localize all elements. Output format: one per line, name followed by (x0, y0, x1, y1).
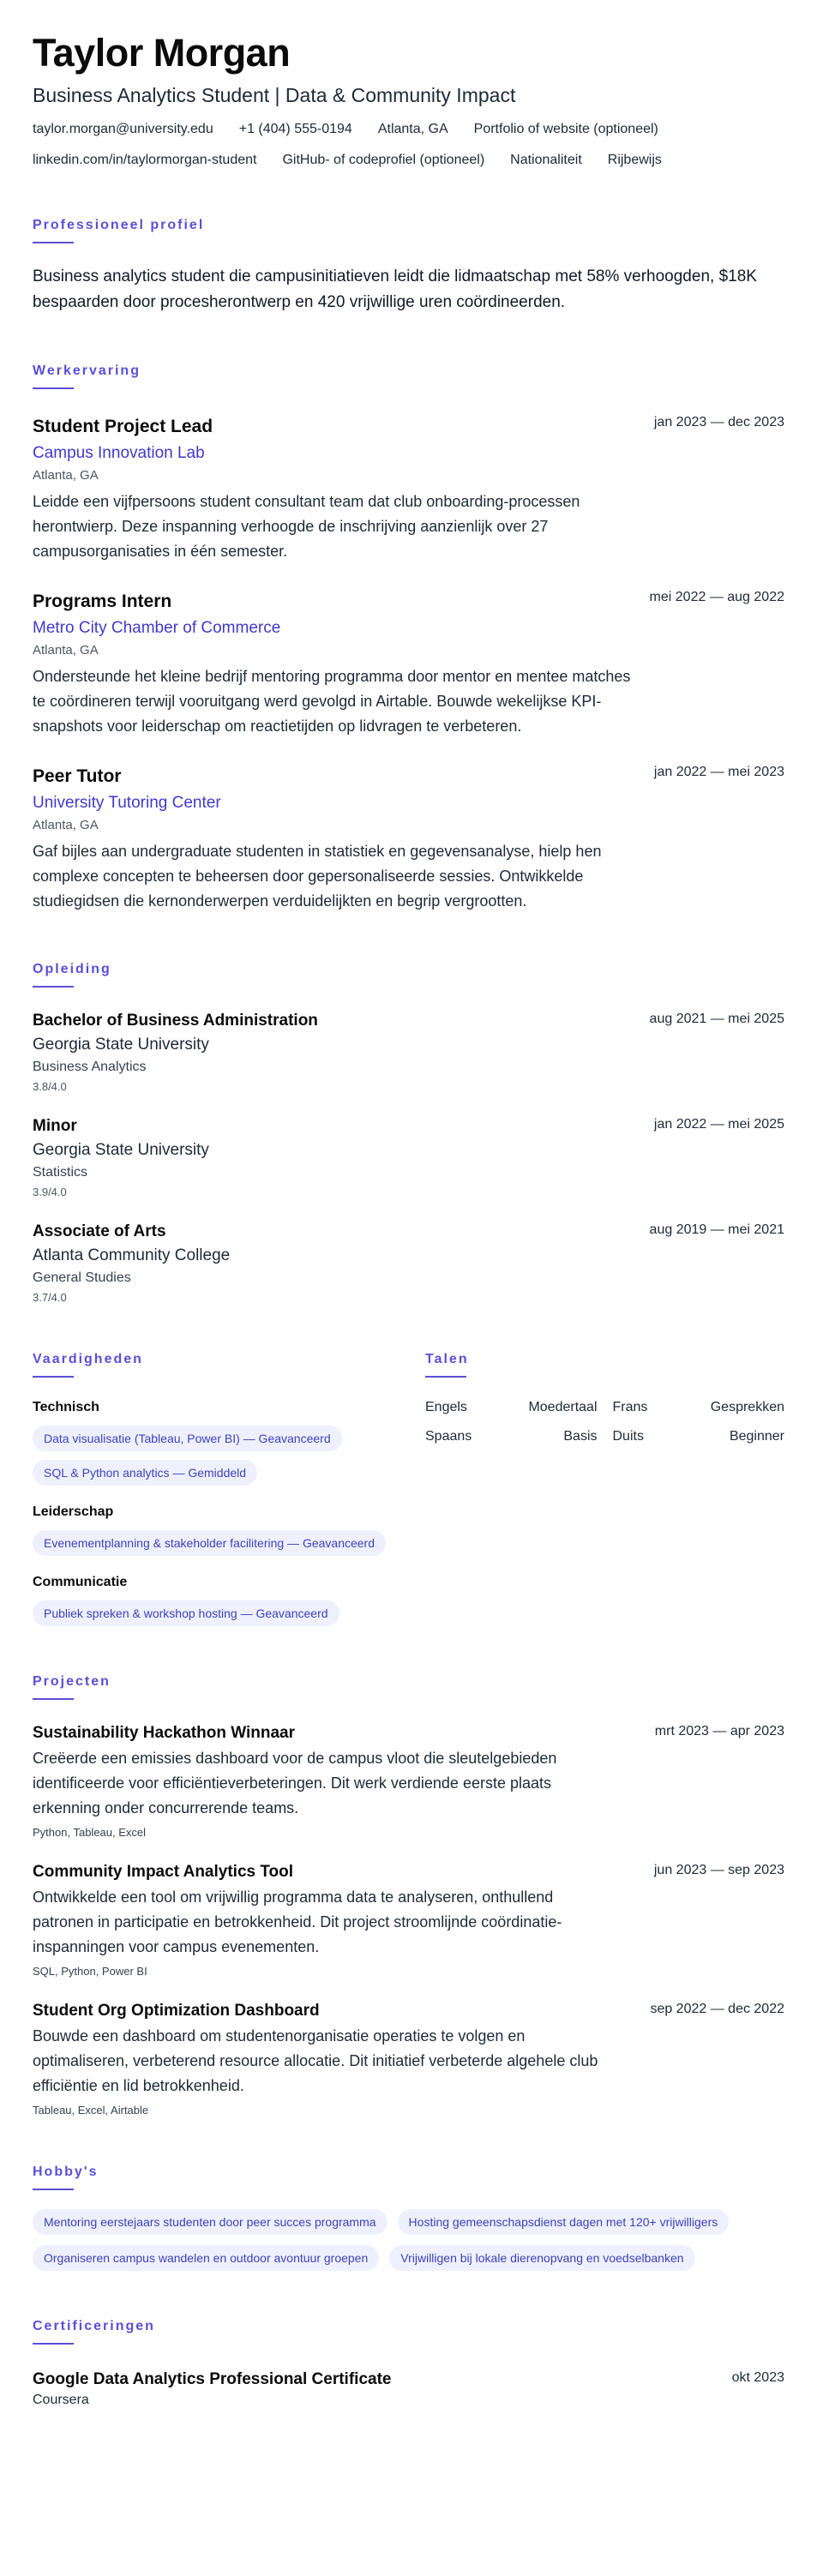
certifications-section (33, 2319, 784, 2408)
skill-group-name: Leiderschap (33, 1504, 114, 1519)
experience-location: Atlanta, GA (33, 818, 99, 832)
skill-group-communication (33, 1575, 393, 1626)
skill-group-technical (33, 1400, 393, 1486)
language-level: Gesprekken (710, 1400, 784, 1414)
hobby-tag: Vrijwilligen bij lokale dierenopvang en voedselbanken (389, 2245, 694, 2271)
experience-dates: jan 2022 — mei 2023 (653, 765, 784, 779)
education-school: Georgia State University (33, 1036, 209, 1054)
section-title: Werkervaring (33, 363, 141, 378)
language-item (613, 1429, 785, 1444)
contact-nationality: Nationaliteit (510, 153, 582, 167)
hobbies-section (33, 2165, 784, 2271)
skill-tag: Publiek spreken & workshop hosting — Geavanceerd (33, 1600, 339, 1626)
experience-role: Student Project Lead (33, 417, 213, 436)
contact-row-primary (33, 120, 784, 139)
language-level: Beginner (729, 1429, 784, 1444)
contact-email[interactable]: taylor.morgan@university.edu (33, 122, 213, 136)
skills-languages-row (33, 1352, 784, 1626)
experience-role: Peer Tutor (33, 766, 122, 786)
education-dates: aug 2021 — mei 2025 (649, 1012, 784, 1026)
skill-tags (33, 1600, 393, 1626)
education-school: Georgia State University (33, 1141, 209, 1159)
profile-summary: Business analytics student die campusinitiatieven leidt die lidmaatschap met 58% verhoogden, $18K bespaarden door procesherontwerp en 420 vrijwillige uren coördineerden. (33, 267, 757, 311)
education-item (33, 1222, 784, 1304)
hobby-tag: Hosting gemeenschapsdienst dagen met 120+ vrijwilligers (398, 2209, 730, 2235)
language-name: Spaans (425, 1429, 472, 1444)
project-item (33, 1863, 784, 1978)
education-school: Atlanta Community College (33, 1246, 231, 1264)
resume-header (33, 31, 784, 170)
projects-section (33, 1674, 784, 2117)
contact-phone[interactable]: +1 (404) 555-0194 (238, 122, 352, 136)
project-name: Sustainability Hackathon Winnaar (33, 1724, 296, 1742)
education-field: Statistics (33, 1165, 88, 1180)
section-title: Projecten (33, 1674, 111, 1689)
language-item (613, 1400, 785, 1415)
languages-section (425, 1352, 784, 1626)
experience-dates: jan 2023 — dec 2023 (653, 415, 784, 429)
candidate-headline: Business Analytics Student | Data & Community Impact (33, 84, 516, 106)
project-tech: SQL, Python, Power BI (33, 1965, 147, 1978)
education-item (33, 1117, 784, 1198)
skill-group-leadership (33, 1504, 393, 1556)
education-gpa: 3.8/4.0 (33, 1080, 67, 1093)
skill-tag: Data visualisatie (Tableau, Power BI) — Geavanceerd (33, 1426, 342, 1451)
section-title: Certificeringen (33, 2319, 155, 2333)
language-item (425, 1429, 598, 1444)
project-name: Student Org Optimization Dashboard (33, 2002, 320, 2020)
candidate-name: Taylor Morgan (33, 31, 291, 75)
skill-group-name: Technisch (33, 1400, 99, 1414)
section-divider (425, 1376, 466, 1378)
section-divider (33, 242, 74, 243)
section-title: Vaardigheden (33, 1352, 143, 1366)
section-divider (33, 1698, 74, 1700)
experience-item (33, 590, 784, 739)
section-title: Hobby's (33, 2165, 99, 2179)
section-divider (33, 1376, 74, 1378)
experience-description: Leidde een vijfpersoons student consultant team dat club onboarding-processen herontwierp. Deze inspanning verhoogde de inschrijving aanzienlijk over 27 campusorganisaties in één semester. (33, 493, 580, 560)
skills-section (33, 1352, 393, 1626)
contact-github[interactable]: GitHub- of codeprofiel (optioneel) (282, 153, 485, 167)
certification-item (33, 2370, 784, 2408)
skill-tag: Evenementplanning & stakeholder facilitering — Geavanceerd (33, 1530, 386, 1556)
language-name: Frans (612, 1400, 648, 1414)
project-description: Bouwde een dashboard om studentenorganisatie operaties te volgen en optimaliseren, verbeterend resource allocatie. Dit initiatief verbeterde algehele club efficiëntie en lid betrokkenheid. (33, 2027, 598, 2094)
section-title: Professioneel profiel (33, 218, 205, 232)
experience-role: Programs Intern (33, 591, 172, 611)
skill-tags (33, 1426, 393, 1486)
project-tech: Tableau, Excel, Airtable (33, 2104, 149, 2117)
language-name: Engels (425, 1400, 467, 1414)
education-item (33, 1012, 784, 1093)
contact-drivers-license: Rijbewijs (607, 153, 662, 167)
education-gpa: 3.9/4.0 (33, 1186, 67, 1198)
education-dates: aug 2019 — mei 2021 (649, 1222, 784, 1237)
experience-location: Atlanta, GA (33, 643, 99, 658)
experience-location: Atlanta, GA (33, 468, 99, 483)
section-divider (33, 2343, 74, 2345)
certification-issuer: Coursera (33, 2393, 89, 2407)
contact-row-secondary (33, 151, 784, 170)
skill-tags (33, 1530, 393, 1556)
project-item (33, 2002, 784, 2117)
education-dates: jan 2022 — mei 2025 (653, 1117, 784, 1132)
section-divider (33, 387, 74, 389)
project-dates: sep 2022 — dec 2022 (650, 2002, 784, 2016)
experience-item (33, 765, 784, 914)
hobby-tag: Mentoring eerstejaars studenten door peer succes programma (33, 2209, 387, 2235)
skill-group-name: Communicatie (33, 1575, 128, 1589)
certification-name: Google Data Analytics Professional Certificate (33, 2370, 392, 2388)
education-degree: Associate of Arts (33, 1222, 166, 1240)
experience-description: Ondersteunde het kleine bedrijf mentoring programma door mentor en mentee matches te coördineren terwijl vooruitgang werd gevolgd in Airtable. Bouwde wekelijkse KPI-snapshots voor leiderschap om reactietijden op lidvragen te verbeteren. (33, 668, 631, 735)
project-tech: Python, Tableau, Excel (33, 1826, 147, 1839)
language-level: Basis (563, 1429, 598, 1444)
education-section (33, 962, 784, 1304)
contact-location: Atlanta, GA (377, 122, 448, 136)
language-level: Moedertaal (528, 1400, 598, 1414)
education-field: Business Analytics (33, 1060, 147, 1074)
project-description: Creëerde een emissies dashboard voor de campus vloot die sleutelgebieden identificeerde voor efficiëntieverbeteringen. Dit werk verdiende eerste plaats erkenning onder concurrerende teams. (33, 1750, 557, 1816)
experience-dates: mei 2022 — aug 2022 (649, 590, 784, 604)
project-dates: mrt 2023 — apr 2023 (654, 1724, 784, 1738)
hobby-tags (33, 2209, 784, 2271)
skill-tag: SQL & Python analytics — Gemiddeld (33, 1460, 257, 1486)
experience-org: Metro City Chamber of Commerce (33, 619, 281, 637)
profile-section (33, 218, 784, 315)
project-item (33, 1724, 784, 1839)
section-title: Opleiding (33, 962, 111, 976)
education-degree: Minor (33, 1117, 77, 1135)
experience-section (33, 363, 784, 914)
hobby-tag: Organiseren campus wandelen en outdoor avontuur groepen (33, 2245, 379, 2271)
language-name: Duits (612, 1429, 644, 1444)
language-list (425, 1400, 784, 1444)
education-field: General Studies (33, 1270, 131, 1285)
education-degree: Bachelor of Business Administration (33, 1012, 318, 1030)
contact-portfolio[interactable]: Portfolio of website (optioneel) (473, 122, 658, 136)
section-divider (33, 2189, 74, 2190)
experience-org: Campus Innovation Lab (33, 444, 205, 462)
section-divider (33, 986, 74, 988)
certification-date: okt 2023 (731, 2370, 784, 2385)
section-title: Talen (425, 1352, 469, 1366)
experience-description: Gaf bijles aan undergraduate studenten in statistiek en gegevensanalyse, hielp hen complexe concepten te beheersen door gepersonaliseerde sessies. Ontwikkelde studiegidsen die kernonderwerpen verduidelijkten en begrip vergrootten. (33, 843, 602, 910)
project-name: Community Impact Analytics Tool (33, 1863, 294, 1881)
project-description: Ontwikkelde een tool om vrijwillig programma data te analyseren, onthullend patronen in participatie en betrokkenheid. Dit project stroomlijnde coördinatie-inspanningen voor campus evenementen. (33, 1888, 562, 1955)
experience-item (33, 415, 784, 564)
language-item (425, 1400, 598, 1415)
education-gpa: 3.7/4.0 (33, 1291, 67, 1304)
contact-linkedin[interactable]: linkedin.com/in/taylormorgan-student (33, 153, 257, 167)
project-dates: jun 2023 — sep 2023 (653, 1863, 784, 1877)
experience-org: University Tutoring Center (33, 794, 221, 812)
